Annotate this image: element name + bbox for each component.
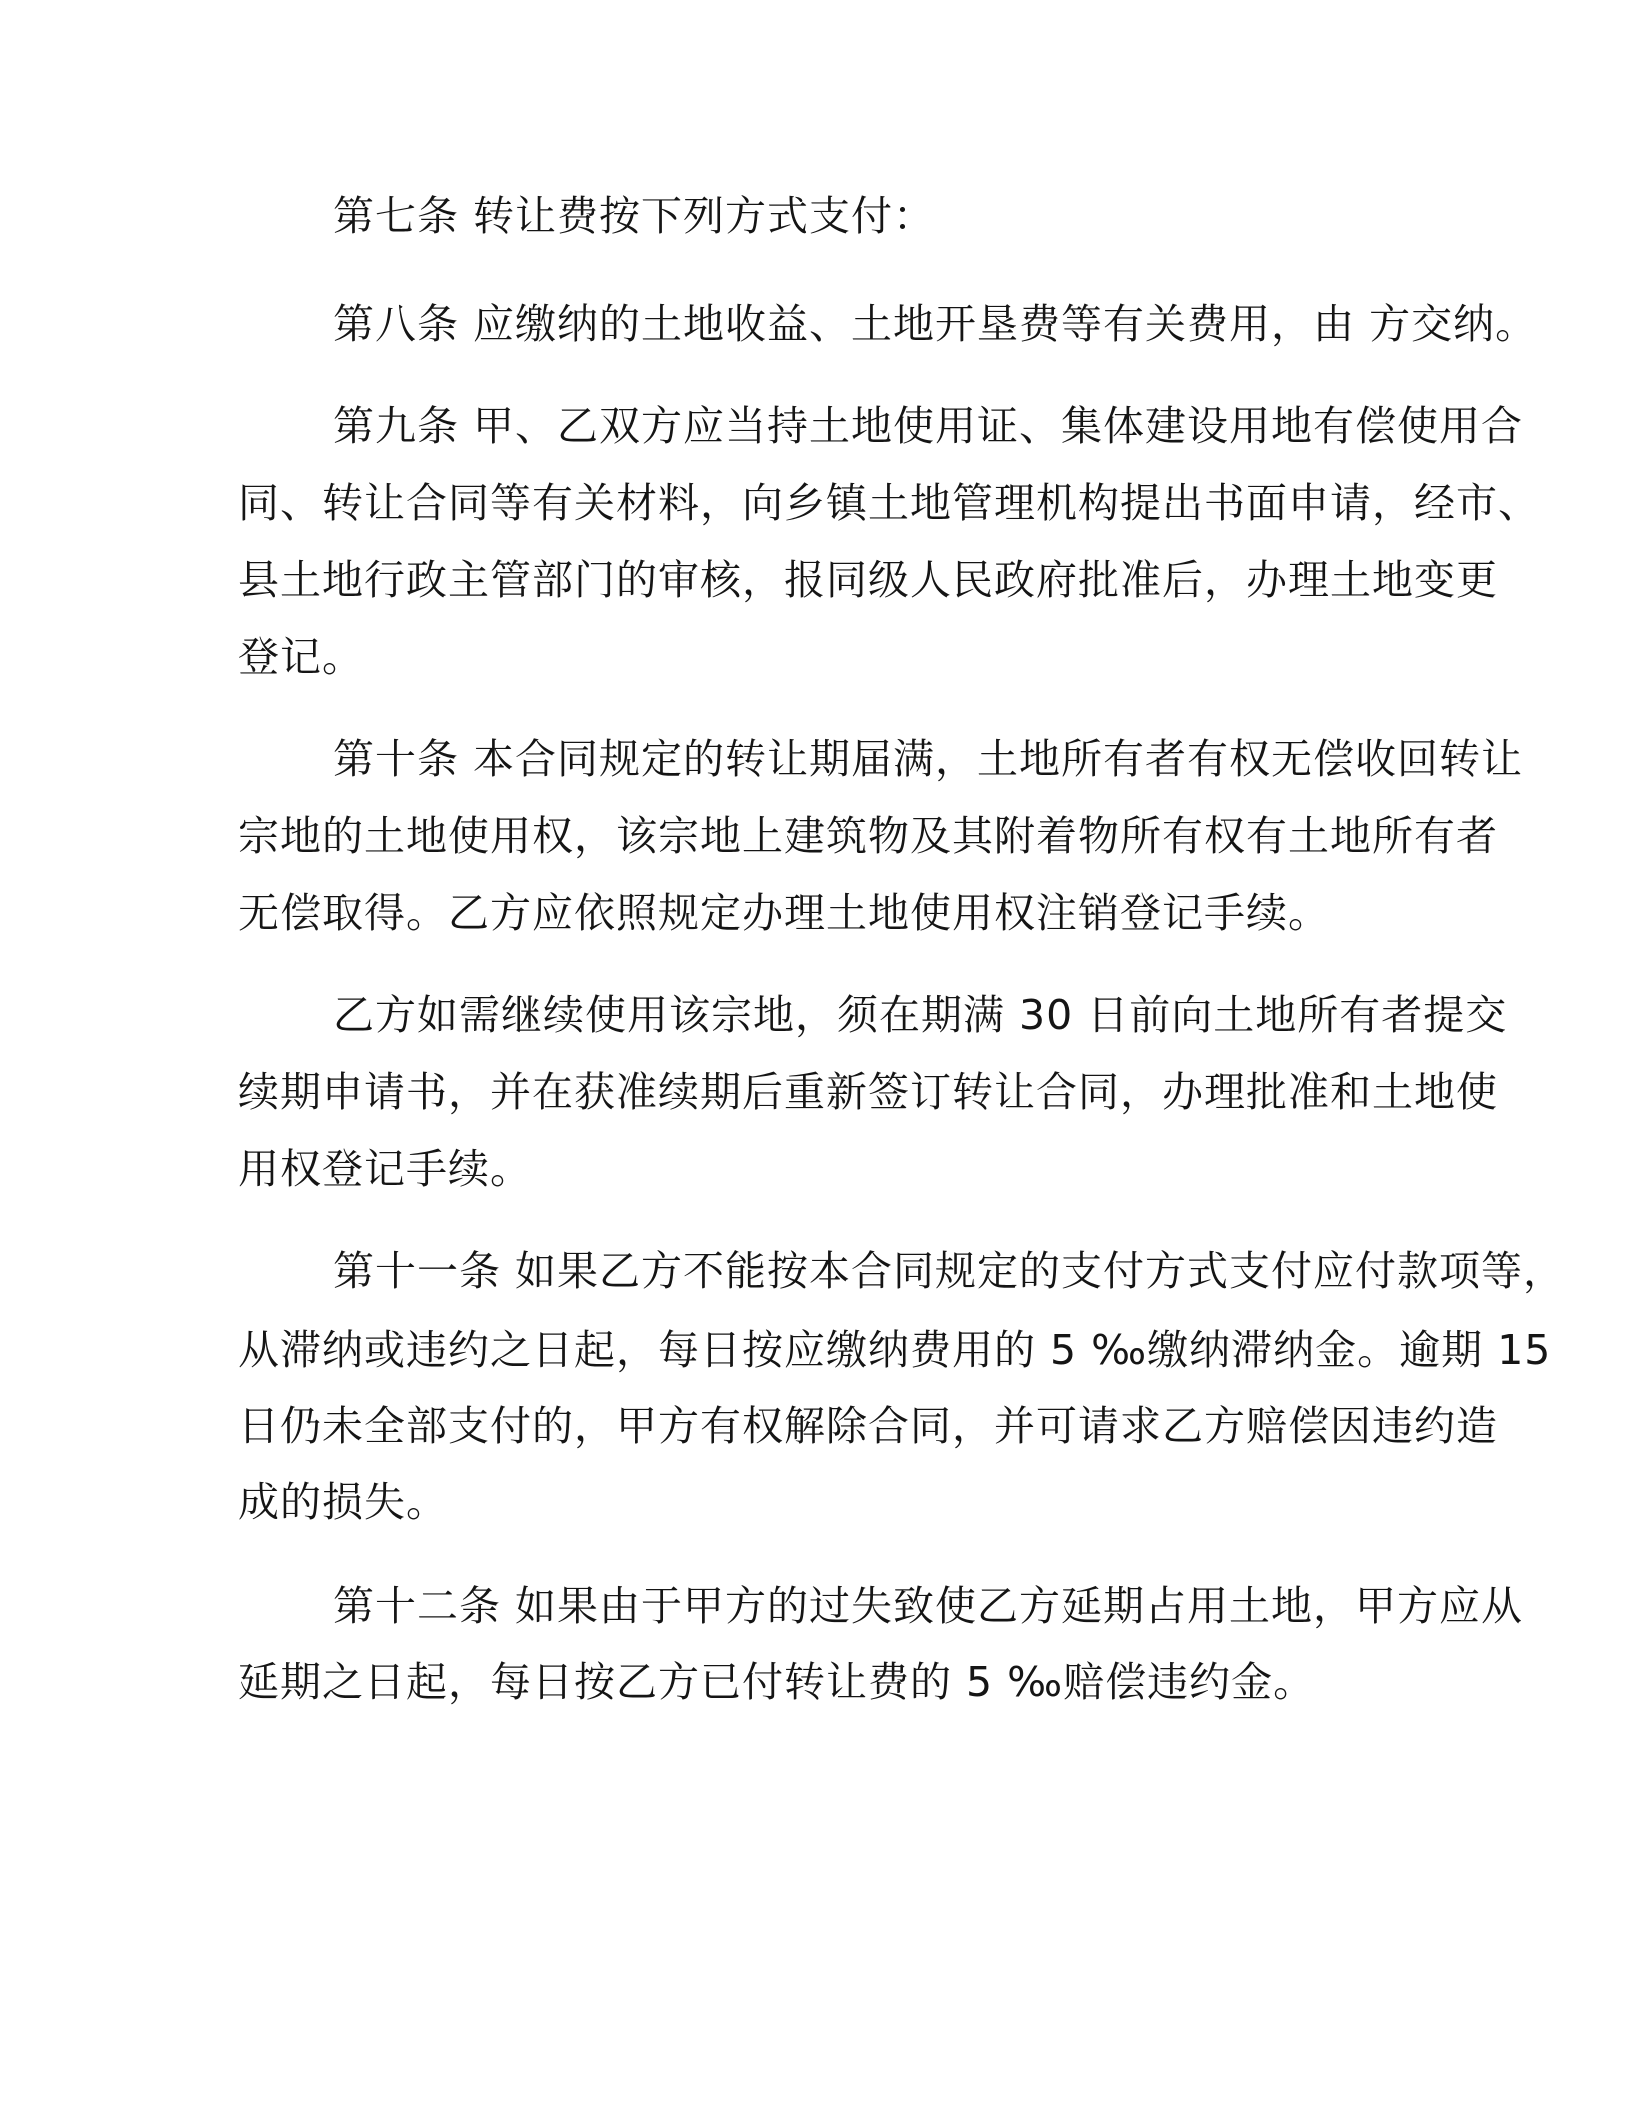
article-9-line: 同、转让合同等有关材料，向乡镇土地管理机构提出书面申请，经市、 [238,479,1540,527]
article-9-line: 登记。 [238,633,364,681]
article-9-line: 县土地行政主管部门的审核，报同级人民政府批准后，办理土地变更 [238,556,1498,604]
article-10-continued-line: 续期申请书，并在获准续期后重新签订转让合同，办理批准和土地使 [238,1068,1498,1116]
article-10-continued-line: 乙方如需继续使用该宗地，须在期满 30 日前向土地所有者提交 [333,991,1508,1039]
article-7-line: 第七条 转让费按下列方式支付： [333,192,936,240]
article-10-line: 宗地的土地使用权，该宗地上建筑物及其附着物所有权有土地所有者 [238,812,1498,860]
article-10-line: 第十条 本合同规定的转让期届满，土地所有者有权无偿收回转让 [333,735,1524,783]
article-11-line: 成的损失。 [238,1478,448,1526]
article-9-line: 第九条 甲、乙双方应当持土地使用证、集体建设用地有偿使用合 [333,402,1524,450]
article-12-line: 延期之日起，每日按乙方已付转让费的 5 ‰赔偿违约金。 [238,1658,1316,1706]
article-12-line: 第十二条 如果由于甲方的过失致使乙方延期占用土地，甲方应从 [333,1582,1524,1630]
article-11-line: 日仍未全部支付的，甲方有权解除合同，并可请求乙方赔偿因违约造 [238,1402,1498,1450]
article-8-line: 第八条 应缴纳的土地收益、土地开垦费等有关费用，由 方交纳。 [333,300,1538,348]
article-11-line: 从滞纳或违约之日起，每日按应缴纳费用的 5 ‰缴纳滞纳金。逾期 15 [238,1326,1552,1374]
article-10-line: 无偿取得。乙方应依照规定办理土地使用权注销登记手续。 [238,889,1330,937]
article-10-continued-line: 用权登记手续。 [238,1145,532,1193]
article-11-line: 第十一条 如果乙方不能按本合同规定的支付方式支付应付款项等， [333,1247,1566,1295]
